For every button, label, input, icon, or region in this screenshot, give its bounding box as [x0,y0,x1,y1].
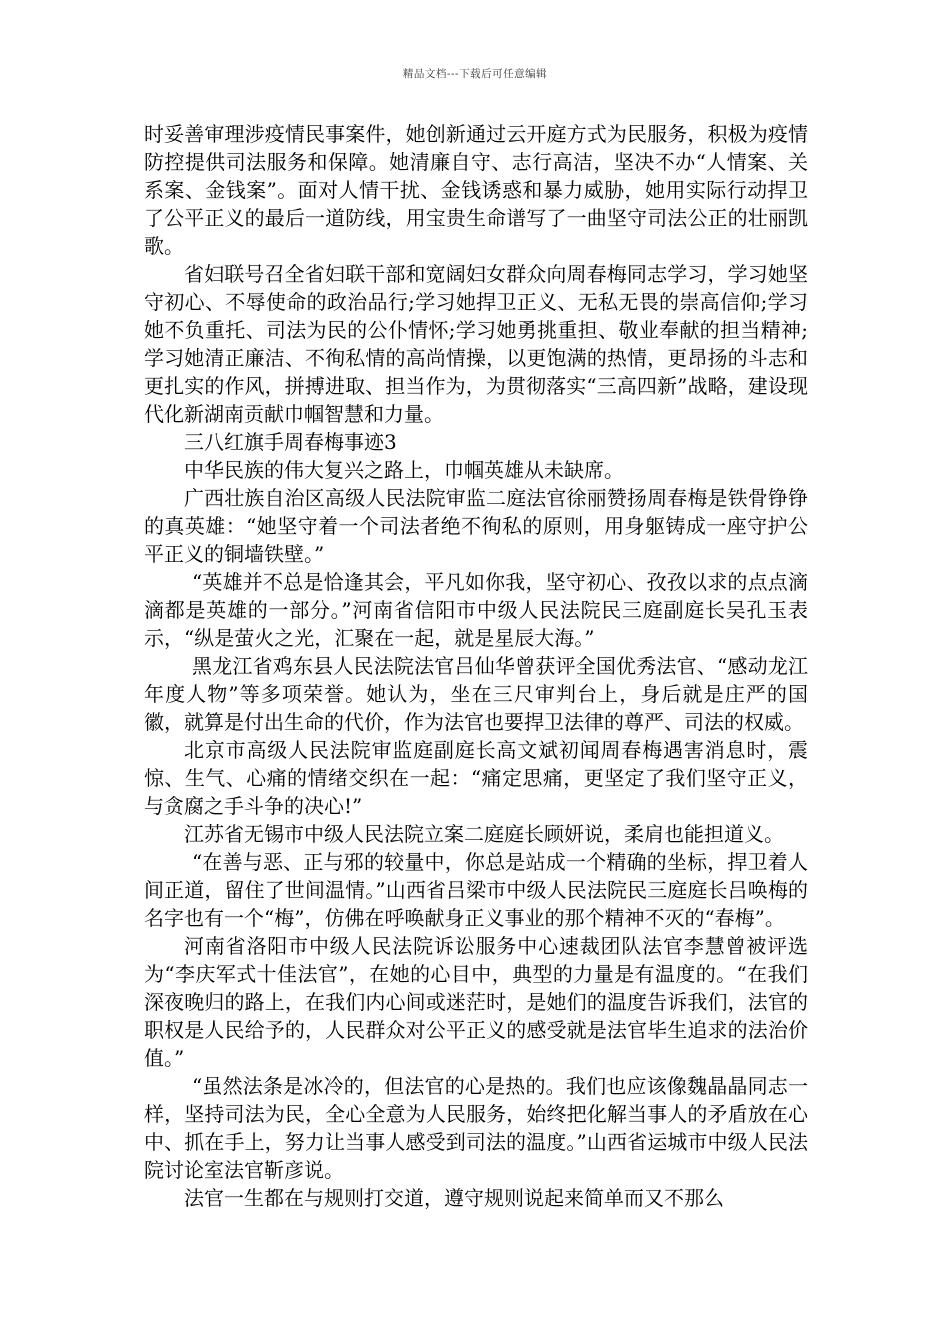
paragraph: “虽然法条是冰冷的，但法官的心是热的。我们也应该像魏晶晶同志一样，坚持司法为民，全心全意为人民服务，始终把化解当事人的矛盾放在心中、抓在手上，努力让当事人感受到司法的温度。”山西省运城市中级人民法院讨论室法官靳彦说。 [144,1074,808,1182]
paragraph: “在善与恶、正与邪的较量中，你总是站成一个精确的坐标，捍卫着人间正道，留住了世间温情。”山西省吕梁市中级人民法院民三庭庭长吕唤梅的名字也有一个“梅”，仿佛在呼唤献身正义事业的那个精神不灭的“春梅”。 [144,850,808,930]
paragraph: 黑龙江省鸡东县人民法院法官吕仙华曾获评全国优秀法官、“感动龙江年度人物”等多项荣誉。她认为，坐在三尺审判台上，身后就是庄严的国徽，就算是付出生命的代价，作为法官也要捍卫法律的尊严、司法的权威。 [144,654,808,734]
paragraph: 广西壮族自治区高级人民法院审监二庭法官徐丽赞扬周春梅是铁骨铮铮的真英雄：“她坚守着一个司法者绝不徇私的原则，用身躯铸成一座守护公平正义的铜墙铁壁。” [144,486,808,566]
paragraph: 江苏省无锡市中级人民法院立案二庭庭长顾妍说，柔肩也能担道义。 [184,822,784,846]
page-header: 精品文档---下载后可任意编辑 [402,68,548,80]
paragraph: 时妥善审理涉疫情民事案件，她创新通过云开庭方式为民服务，积极为疫情防控提供司法服务和保障。她清廉自守、志行高洁，坚决不办“人情案、关系案、金钱案”。面对人情干扰、金钱诱惑和暴力威胁，她用实际行动捍卫了公平正义的最后一道防线，用宝贵生命谱写了一曲坚守司法公正的壮丽凯歌。 [144,122,808,258]
paragraph: 法官一生都在与规则打交道，遵守规则说起来简单而又不那么 [184,1186,724,1210]
paragraph: 北京市高级人民法院审监庭副庭长高文斌初闻周春梅遇害消息时，震惊、生气、心痛的情绪交织在一起：“痛定思痛，更坚定了我们坚守正义，与贪腐之手斗争的决心!” [144,738,808,818]
paragraph: 中华民族的伟大复兴之路上，巾帼英雄从未缺席。 [184,458,624,482]
paragraph: “英雄并不总是恰逢其会，平凡如你我，坚守初心、孜孜以求的点点滴滴都是英雄的一部分。”河南省信阳市中级人民法院民三庭副庭长吴孔玉表示，“纵是萤火之光，汇聚在一起，就是星辰大海。” [144,570,808,650]
section-heading: 三八红旗手周春梅事迹3 [184,430,397,454]
paragraph: 省妇联号召全省妇联干部和宽阔妇女群众向周春梅同志学习，学习她坚守初心、不辱使命的政治品行;学习她捍卫正义、无私无畏的崇高信仰;学习她不负重托、司法为民的公仆情怀;学习她勇挑重担、敬业奉献的担当精神;学习她清正廉洁、不徇私情的高尚情操，以更饱满的热情，更昂扬的斗志和更扎实的作风，拼搏进取、担当作为，为贯彻落实“三高四新”战略，建设现代化新湖南贡献巾帼智慧和力量。 [144,262,808,426]
paragraph: 河南省洛阳市中级人民法院诉讼服务中心速裁团队法官李慧曾被评选为“李庆军式十佳法官”，在她的心目中，典型的力量是有温度的。“在我们深夜晚归的路上，在我们内心间或迷茫时，是她们的温度告诉我们，法官的职权是人民给予的，人民群众对公平正义的感受就是法官毕生追求的法治价值。” [144,934,808,1070]
document-body [144,120,808,1212]
